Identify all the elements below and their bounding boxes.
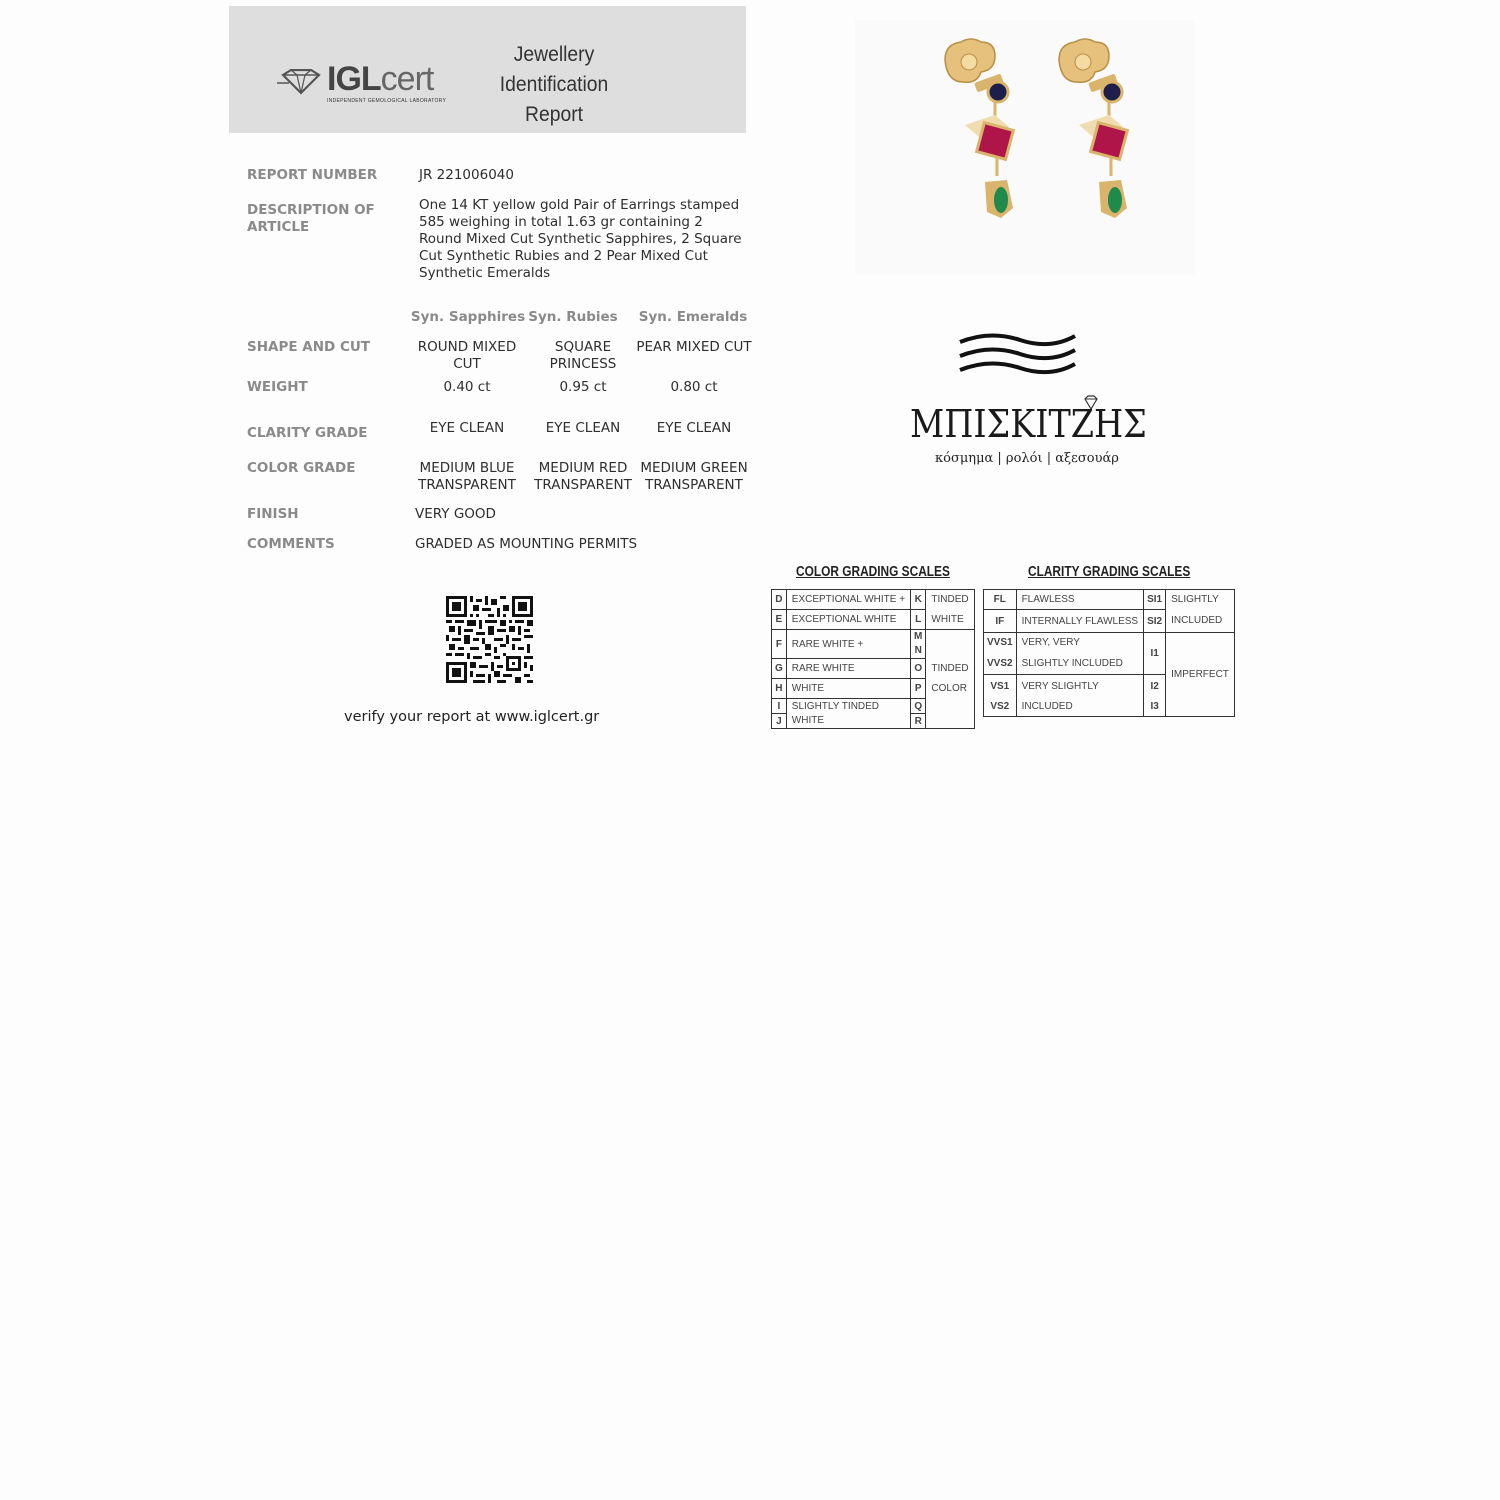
grade-code: K	[911, 590, 926, 610]
finish-label: FINISH	[247, 506, 299, 522]
grade-description: TINDED	[926, 590, 974, 610]
grade-code-letter: M	[914, 631, 923, 642]
shop-name: ΜΠΙΣΚΙΤΖΗΣ	[910, 402, 1147, 446]
table-row	[772, 679, 975, 699]
grade-description: IMPERFECT	[1166, 633, 1235, 717]
logo-bold-text: IGL	[327, 60, 381, 98]
grade-description: RARE WHITE	[786, 659, 910, 679]
grade-description: VERY SLIGHTLY	[1016, 675, 1144, 698]
report-title-line: Report	[525, 103, 583, 126]
grade-description: SLIGHTLY	[1166, 590, 1235, 610]
column-header-rubies: Syn. Rubies	[528, 309, 618, 325]
grade-description: INCLUDED	[1016, 697, 1144, 717]
report-title-line: Jewellery	[513, 43, 595, 66]
comments-value: GRADED AS MOUNTING PERMITS	[415, 536, 638, 552]
color-scale-title: COLOR GRADING SCALES	[796, 564, 950, 580]
report-header	[229, 6, 746, 133]
diamond-icon	[277, 69, 323, 95]
shape-cut-emeralds	[634, 339, 754, 356]
color-emeralds	[634, 460, 754, 494]
description-label: DESCRIPTION OF	[247, 202, 375, 218]
color-grade-label: COLOR GRADE	[247, 460, 356, 476]
grade-code: VS2	[984, 697, 1017, 717]
grade-code: L	[911, 610, 926, 630]
description-line: 585 weighing in total 1.63 gr containing 2	[419, 214, 703, 230]
grade-code-letter: N	[914, 645, 922, 656]
grade-code: P	[911, 679, 926, 699]
shape-cut-sapphires	[407, 339, 527, 373]
shape-cut-label: SHAPE AND CUT	[247, 339, 371, 355]
logo-tagline: INDEPENDENT GEMOLOGICAL LABORATORY	[327, 98, 447, 104]
grade-code: O	[911, 659, 926, 679]
report-title	[484, 40, 624, 130]
color-sapphires	[407, 460, 527, 494]
grade-description: WHITE	[926, 610, 974, 630]
waves-logo-icon	[955, 332, 1080, 382]
shape-cut-line: ROUND MIXED	[417, 339, 517, 355]
grade-code: Q	[911, 699, 926, 714]
color-grade-line: TRANSPARENT	[645, 477, 743, 493]
grade-code: VS1	[984, 675, 1017, 698]
grade-code: SI2	[1144, 610, 1166, 633]
grade-description	[926, 699, 974, 714]
grade-description: WHITE	[786, 714, 910, 729]
grade-description: WHITE	[786, 679, 910, 699]
description-line: Round Mixed Cut Synthetic Sapphires, 2 Square	[419, 231, 742, 247]
grade-description: RARE WHITE +	[786, 630, 910, 659]
table-row	[772, 630, 975, 659]
weight-label: WEIGHT	[247, 379, 308, 395]
color-grade-line: MEDIUM GREEN	[640, 460, 748, 476]
grade-code: I3	[1144, 697, 1166, 717]
grade-code: R	[911, 714, 926, 729]
weight-rubies: 0.95 ct	[559, 379, 607, 395]
description-line: One 14 KT yellow gold Pair of Earrings stamped	[419, 197, 740, 213]
column-header-sapphires: Syn. Sapphires	[410, 309, 526, 325]
grade-description: INTERNALLY FLAWLESS	[1016, 610, 1144, 633]
grade-code: IF	[984, 610, 1017, 633]
verify-link[interactable]: verify your report at www.iglcert.gr	[344, 709, 600, 725]
report-number-label: REPORT NUMBER	[247, 167, 378, 183]
grade-code: SI1	[1144, 590, 1166, 610]
grade-description: SLIGHTLY TINDED	[786, 699, 910, 714]
description-line: Synthetic Emeralds	[419, 265, 551, 281]
grade-code	[911, 630, 926, 659]
report-number: JR 221006040	[419, 167, 514, 183]
grade-description: FLAWLESS	[1016, 590, 1144, 610]
clarity-emeralds: EYE CLEAN	[656, 420, 732, 436]
grade-code: I2	[1144, 675, 1166, 698]
weight-sapphires: 0.40 ct	[443, 379, 491, 395]
grade-description	[926, 630, 974, 659]
shape-cut-line: SQUARE	[554, 339, 612, 355]
description-text	[419, 197, 749, 282]
grade-description: SLIGHTLY INCLUDED	[1016, 652, 1144, 675]
description-line: Cut Synthetic Rubies and 2 Pear Mixed Cut	[419, 248, 708, 264]
column-header-emeralds: Syn. Emeralds	[638, 309, 748, 325]
grade-code: VVS1	[984, 633, 1017, 653]
grade-code: D	[772, 590, 787, 610]
logo-light-text: cert	[380, 60, 434, 98]
shape-cut-line: PRINCESS	[549, 356, 617, 372]
table-row	[772, 610, 975, 630]
logo-wordmark	[327, 62, 433, 96]
color-grade-line: TRANSPARENT	[534, 477, 632, 493]
clarity-grade-label: CLARITY GRADE	[247, 425, 368, 441]
weight-emeralds: 0.80 ct	[670, 379, 718, 395]
shop-tagline: κόσμημα | ρολόι | αξεσουάρ	[935, 451, 1119, 466]
grade-description: EXCEPTIONAL WHITE	[786, 610, 910, 630]
color-rubies	[528, 460, 638, 494]
table-row	[984, 610, 1235, 633]
grade-code: FL	[984, 590, 1017, 610]
grade-code: I1	[1144, 633, 1166, 675]
shape-cut-line: PEAR MIXED CUT	[636, 339, 752, 355]
iglcert-logo	[277, 60, 457, 106]
table-row	[772, 659, 975, 679]
color-grade-line: MEDIUM RED	[538, 460, 628, 476]
qr-code[interactable]	[446, 596, 533, 683]
grade-description: VERY, VERY	[1016, 633, 1144, 653]
table-row	[984, 633, 1235, 653]
shape-cut-line: CUT	[453, 356, 481, 372]
grade-code: I	[772, 699, 787, 714]
grade-description: EXCEPTIONAL WHITE +	[786, 590, 910, 610]
clarity-rubies: EYE CLEAN	[545, 420, 621, 436]
table-row	[772, 714, 975, 729]
grade-code: F	[772, 630, 787, 659]
grade-code: G	[772, 659, 787, 679]
color-grading-table	[771, 589, 975, 729]
grade-code: H	[772, 679, 787, 699]
grade-code: E	[772, 610, 787, 630]
grade-description: INCLUDED	[1166, 610, 1235, 633]
earrings-product-image	[855, 20, 1195, 275]
grade-description	[926, 714, 974, 729]
finish-value: VERY GOOD	[415, 506, 496, 522]
grade-code: J	[772, 714, 787, 729]
shape-cut-rubies	[528, 339, 638, 373]
table-row	[984, 590, 1235, 610]
clarity-scale-title: CLARITY GRADING SCALES	[1028, 564, 1191, 580]
clarity-grading-table	[983, 589, 1235, 717]
table-row	[772, 590, 975, 610]
comments-label: COMMENTS	[247, 536, 335, 552]
table-row	[772, 699, 975, 714]
report-title-line: Identification	[499, 73, 609, 96]
color-grade-line: TRANSPARENT	[418, 477, 516, 493]
grade-description: TINDED	[926, 659, 974, 679]
color-grade-line: MEDIUM BLUE	[419, 460, 515, 476]
grade-code: VVS2	[984, 652, 1017, 675]
clarity-sapphires: EYE CLEAN	[429, 420, 505, 436]
description-label: ARTICLE	[247, 219, 310, 235]
grade-description: COLOR	[926, 679, 974, 699]
